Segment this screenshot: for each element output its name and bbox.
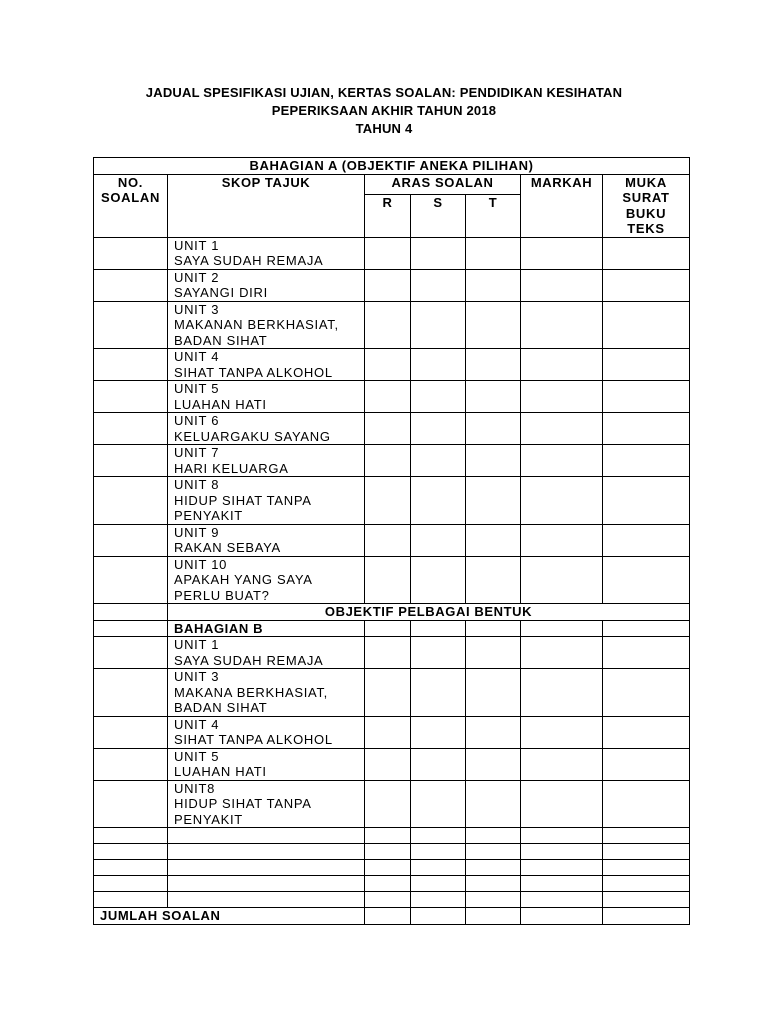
header-no-line: NO. xyxy=(117,174,144,190)
markah-cell xyxy=(521,669,603,717)
section-a-header: BAHAGIAN A (OBJEKTIF ANEKA PILIHAN) xyxy=(94,158,690,175)
no-soalan-cell xyxy=(94,556,168,604)
header-r: R xyxy=(365,194,411,237)
no-soalan-cell xyxy=(94,748,168,780)
s-cell xyxy=(411,620,466,637)
skop-tajuk-cell xyxy=(168,524,365,556)
t-cell xyxy=(466,669,521,717)
topic-line: UNIT 3 xyxy=(174,301,220,317)
topic-line: RAKAN SEBAYA xyxy=(174,540,281,555)
r-cell xyxy=(365,637,411,669)
title-line-2: PEPERIKSAAN AKHIR TAHUN 2018 xyxy=(271,103,497,118)
topic-line: UNIT 1 xyxy=(174,637,220,652)
no-soalan-cell xyxy=(94,780,168,828)
markah-cell xyxy=(521,524,603,556)
topic-line: LUAHAN HATI xyxy=(174,764,267,779)
no-soalan-cell xyxy=(94,413,168,445)
section-a-topic-row xyxy=(94,477,690,525)
topic-line: UNIT 9 xyxy=(174,524,220,540)
markah-cell xyxy=(521,269,603,301)
section-b-topic-row xyxy=(94,637,690,669)
topic-line: BADAN SIHAT xyxy=(174,700,268,715)
section-a-topic-row xyxy=(94,237,690,269)
r-cell xyxy=(365,237,411,269)
s-cell xyxy=(411,716,466,748)
header-soalan-line: SOALAN xyxy=(100,190,161,205)
header-skop-tajuk: SKOP TAJUK xyxy=(168,174,365,237)
skop-tajuk-cell xyxy=(168,477,365,525)
markah-cell xyxy=(521,637,603,669)
section-b-topic-row xyxy=(94,748,690,780)
t-cell xyxy=(466,301,521,349)
r-cell xyxy=(365,828,411,844)
markah-cell xyxy=(521,860,603,876)
muka-surat-cell xyxy=(603,844,690,860)
markah-cell xyxy=(521,876,603,892)
muka-surat-cell xyxy=(603,780,690,828)
blank-row xyxy=(94,860,690,876)
skop-tajuk-cell xyxy=(168,301,365,349)
markah-cell xyxy=(521,349,603,381)
section-b-topic-row xyxy=(94,780,690,828)
t-cell xyxy=(466,477,521,525)
t-cell xyxy=(466,413,521,445)
topic-line: HIDUP SIHAT TANPA xyxy=(174,492,312,508)
topic-line: HIDUP SIHAT TANPA xyxy=(174,796,312,811)
muka-surat-cell xyxy=(603,892,690,908)
no-soalan-cell xyxy=(94,269,168,301)
s-cell xyxy=(411,556,466,604)
r-cell xyxy=(365,349,411,381)
r-cell xyxy=(365,620,411,637)
total-row xyxy=(94,908,690,925)
header-markah: MARKAH xyxy=(521,174,603,237)
section-b-topic-row xyxy=(94,716,690,748)
header-teks-line: TEKS xyxy=(627,221,665,236)
r-cell xyxy=(365,860,411,876)
topic-line: UNIT 5 xyxy=(174,381,220,396)
s-cell xyxy=(411,828,466,844)
skop-tajuk-cell xyxy=(168,445,365,477)
no-soalan-cell xyxy=(94,524,168,556)
skop-tajuk-cell xyxy=(168,828,365,844)
t-cell xyxy=(466,892,521,908)
s-cell xyxy=(411,637,466,669)
r-cell xyxy=(365,524,411,556)
r-cell xyxy=(365,301,411,349)
r-cell xyxy=(365,892,411,908)
topic-line: UNIT 3 xyxy=(174,669,220,684)
skop-tajuk-cell xyxy=(168,876,365,892)
topic-line: SIHAT TANPA ALKOHOL xyxy=(174,732,333,747)
r-total-cell xyxy=(365,908,411,925)
s-cell xyxy=(411,748,466,780)
muka-surat-cell xyxy=(603,381,690,413)
s-cell xyxy=(411,349,466,381)
topic-line: UNIT 4 xyxy=(174,716,220,732)
skop-tajuk-cell xyxy=(168,892,365,908)
r-cell xyxy=(365,844,411,860)
markah-cell xyxy=(521,413,603,445)
section-a-header-row xyxy=(94,158,690,175)
no-soalan-cell xyxy=(94,716,168,748)
t-cell xyxy=(466,269,521,301)
topic-line: UNIT 7 xyxy=(174,445,220,460)
markah-cell xyxy=(521,844,603,860)
total-label: JUMLAH SOALAN xyxy=(94,908,365,925)
title-line-3: TAHUN 4 xyxy=(355,121,413,136)
no-soalan-cell xyxy=(94,892,168,908)
no-soalan-cell xyxy=(94,349,168,381)
t-cell xyxy=(466,637,521,669)
skop-tajuk-cell xyxy=(168,349,365,381)
header-t: T xyxy=(466,194,521,237)
no-soalan-cell xyxy=(94,445,168,477)
markah-cell xyxy=(521,445,603,477)
s-cell xyxy=(411,381,466,413)
objektif-header: OBJEKTIF PELBAGAI BENTUK xyxy=(168,604,690,621)
t-cell xyxy=(466,716,521,748)
r-cell xyxy=(365,381,411,413)
t-cell xyxy=(466,620,521,637)
topic-line: MAKANAN BERKHASIAT, xyxy=(174,317,339,332)
markah-cell xyxy=(521,780,603,828)
no-soalan-cell xyxy=(94,876,168,892)
section-a-topic-row xyxy=(94,349,690,381)
muka-surat-cell xyxy=(603,637,690,669)
objektif-empty-cell xyxy=(94,604,168,621)
skop-tajuk-cell xyxy=(168,269,365,301)
markah-cell xyxy=(521,477,603,525)
topic-line: SAYA SUDAH REMAJA xyxy=(174,253,324,268)
section-b-header: BAHAGIAN B xyxy=(168,620,365,637)
section-a-topic-row xyxy=(94,445,690,477)
no-soalan-cell xyxy=(94,669,168,717)
r-cell xyxy=(365,477,411,525)
t-cell xyxy=(466,828,521,844)
skop-tajuk-cell xyxy=(168,780,365,828)
header-s: S xyxy=(411,194,466,237)
s-cell xyxy=(411,413,466,445)
t-cell xyxy=(466,237,521,269)
topic-line: PENYAKIT xyxy=(174,508,243,523)
skop-tajuk-cell xyxy=(168,669,365,717)
skop-tajuk-cell xyxy=(168,413,365,445)
column-header-row xyxy=(94,174,690,194)
header-aras-soalan: ARAS SOALAN xyxy=(365,174,521,194)
blank-row xyxy=(94,828,690,844)
muka-surat-cell xyxy=(603,349,690,381)
t-cell xyxy=(466,780,521,828)
section-a-topic-row xyxy=(94,301,690,349)
topic-line: PENYAKIT xyxy=(174,811,243,827)
muka-surat-cell xyxy=(603,716,690,748)
muka-surat-cell xyxy=(603,876,690,892)
topic-line: KELUARGAKU SAYANG xyxy=(174,428,331,444)
r-cell xyxy=(365,445,411,477)
s-cell xyxy=(411,237,466,269)
muka-surat-cell xyxy=(603,669,690,717)
topic-line: LUAHAN HATI xyxy=(174,396,267,412)
topic-line: MAKANA BERKHASIAT, xyxy=(174,684,328,700)
muka-surat-cell xyxy=(603,524,690,556)
t-cell xyxy=(466,748,521,780)
t-cell xyxy=(466,860,521,876)
topic-line: UNIT8 xyxy=(174,780,216,796)
t-cell xyxy=(466,876,521,892)
topic-line: SAYANGI DIRI xyxy=(174,285,268,300)
markah-cell xyxy=(521,237,603,269)
document-title xyxy=(0,84,768,138)
blank-row xyxy=(94,844,690,860)
topic-line: HARI KELUARGA xyxy=(174,460,289,476)
markah-cell xyxy=(521,716,603,748)
topic-line: SAYA SUDAH REMAJA xyxy=(174,652,324,668)
s-cell xyxy=(411,892,466,908)
muka-surat-cell xyxy=(603,860,690,876)
skop-tajuk-cell xyxy=(168,860,365,876)
section-a-topic-row xyxy=(94,413,690,445)
muka-surat-cell xyxy=(603,269,690,301)
markah-cell xyxy=(521,381,603,413)
skop-tajuk-cell xyxy=(168,844,365,860)
section-b-header-row xyxy=(94,620,690,637)
s-cell xyxy=(411,445,466,477)
t-cell xyxy=(466,349,521,381)
s-cell xyxy=(411,669,466,717)
muka-surat-cell xyxy=(603,828,690,844)
no-soalan-cell xyxy=(94,860,168,876)
markah-cell xyxy=(521,620,603,637)
markah-cell xyxy=(521,892,603,908)
r-cell xyxy=(365,556,411,604)
topic-line: UNIT 6 xyxy=(174,413,220,428)
s-cell xyxy=(411,876,466,892)
r-cell xyxy=(365,780,411,828)
muka-surat-cell xyxy=(603,413,690,445)
s-cell xyxy=(411,477,466,525)
markah-cell xyxy=(521,748,603,780)
t-cell xyxy=(466,524,521,556)
header-surat-line: SURAT xyxy=(622,190,670,205)
topic-line: PERLU BUAT? xyxy=(174,587,270,603)
muka-surat-cell xyxy=(603,301,690,349)
r-cell xyxy=(365,413,411,445)
topic-line: UNIT 4 xyxy=(174,349,220,364)
skop-tajuk-cell xyxy=(168,237,365,269)
muka-surat-cell xyxy=(603,445,690,477)
skop-tajuk-cell xyxy=(168,381,365,413)
topic-line: UNIT 2 xyxy=(174,269,220,285)
skop-tajuk-cell xyxy=(168,637,365,669)
no-soalan-cell xyxy=(94,828,168,844)
t-cell xyxy=(466,445,521,477)
s-cell xyxy=(411,269,466,301)
no-soalan-cell xyxy=(94,620,168,637)
muka-surat-cell xyxy=(603,620,690,637)
objektif-header-row xyxy=(94,604,690,621)
markah-cell xyxy=(521,301,603,349)
s-total-cell xyxy=(411,908,466,925)
s-cell xyxy=(411,860,466,876)
topic-line: SIHAT TANPA ALKOHOL xyxy=(174,364,333,380)
muka-surat-cell xyxy=(603,237,690,269)
section-a-topic-row xyxy=(94,381,690,413)
s-cell xyxy=(411,524,466,556)
s-cell xyxy=(411,301,466,349)
header-muka-line: MUKA xyxy=(625,174,667,190)
markah-cell xyxy=(521,828,603,844)
markah-cell xyxy=(521,556,603,604)
topic-line: UNIT 10 xyxy=(174,556,228,572)
section-a-topic-row xyxy=(94,524,690,556)
topic-line: UNIT 1 xyxy=(174,237,220,253)
topic-line: BADAN SIHAT xyxy=(174,332,268,348)
title-line-1: JADUAL SPESIFIKASI UJIAN, KERTAS SOALAN: PENDIDIKAN KESIHATAN xyxy=(145,85,623,100)
r-cell xyxy=(365,669,411,717)
t-cell xyxy=(466,556,521,604)
t-cell xyxy=(466,844,521,860)
t-cell xyxy=(466,381,521,413)
r-cell xyxy=(365,716,411,748)
blank-row xyxy=(94,876,690,892)
no-soalan-cell xyxy=(94,637,168,669)
no-soalan-cell xyxy=(94,844,168,860)
no-soalan-cell xyxy=(94,381,168,413)
section-a-topic-row xyxy=(94,556,690,604)
muka-surat-cell xyxy=(603,748,690,780)
topic-line: UNIT 5 xyxy=(174,748,220,764)
r-cell xyxy=(365,748,411,780)
no-soalan-cell xyxy=(94,301,168,349)
s-cell xyxy=(411,780,466,828)
r-cell xyxy=(365,269,411,301)
s-cell xyxy=(411,844,466,860)
r-cell xyxy=(365,876,411,892)
section-b-topic-row xyxy=(94,669,690,717)
header-muka-surat xyxy=(603,174,690,237)
section-a-topic-row xyxy=(94,269,690,301)
no-soalan-cell xyxy=(94,237,168,269)
specification-table xyxy=(93,157,690,925)
skop-tajuk-cell xyxy=(168,748,365,780)
topic-line: APAKAH YANG SAYA xyxy=(174,572,313,587)
t-total-cell xyxy=(466,908,521,925)
muka-surat-total-cell xyxy=(603,908,690,925)
muka-surat-cell xyxy=(603,556,690,604)
skop-tajuk-cell xyxy=(168,716,365,748)
markah-total-cell xyxy=(521,908,603,925)
header-buku-line: BUKU xyxy=(625,205,667,221)
muka-surat-cell xyxy=(603,477,690,525)
blank-row xyxy=(94,892,690,908)
skop-tajuk-cell xyxy=(168,556,365,604)
header-no-soalan xyxy=(94,174,168,237)
no-soalan-cell xyxy=(94,477,168,525)
topic-line: UNIT 8 xyxy=(174,477,220,492)
